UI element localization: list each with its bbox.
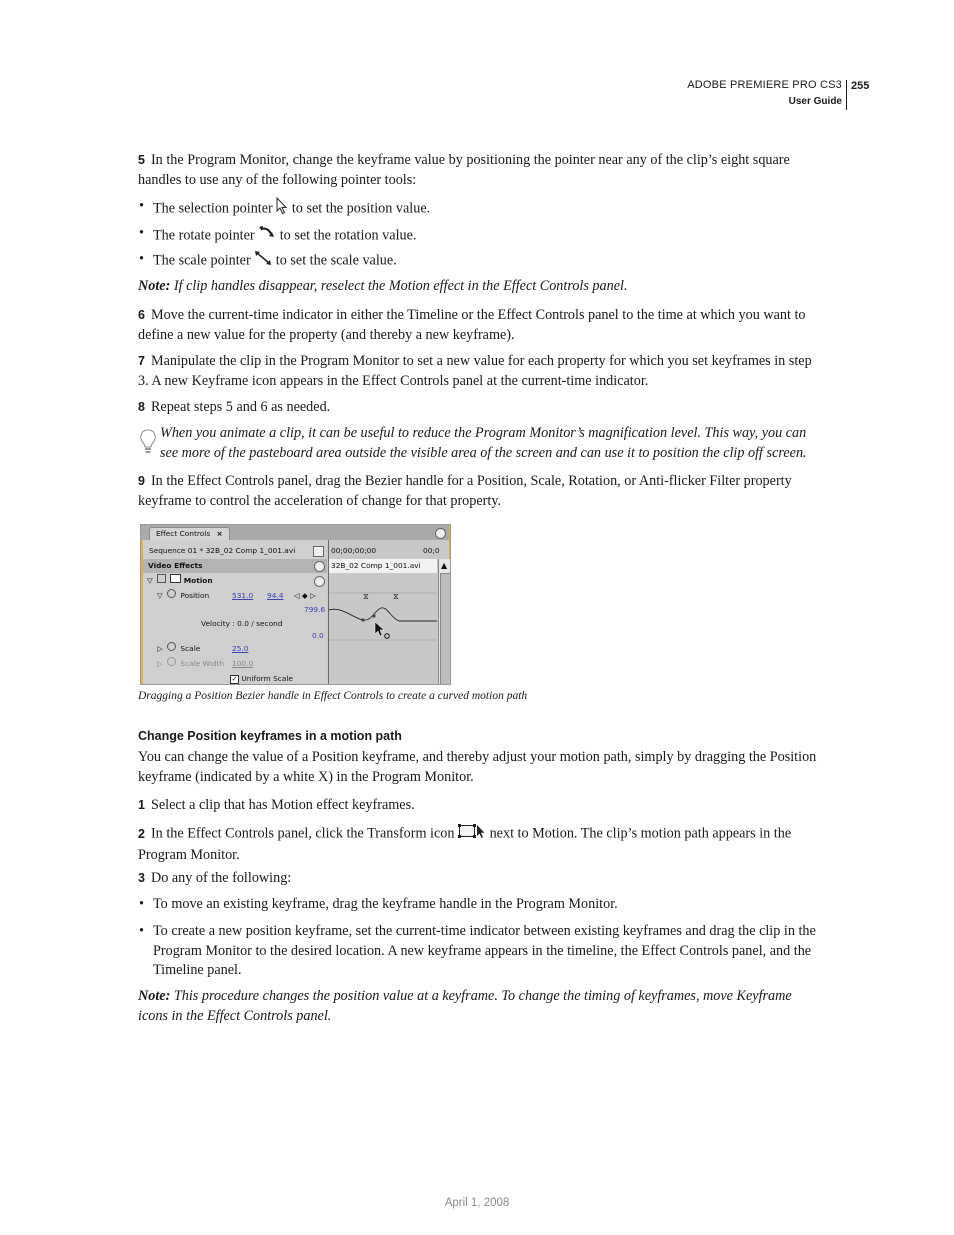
selection-pointer-icon bbox=[375, 622, 384, 636]
tab-effect-controls[interactable]: Effect Controls × bbox=[149, 527, 230, 540]
stopwatch-icon[interactable] bbox=[167, 589, 176, 598]
velocity-label: Velocity : 0.0 / second bbox=[201, 619, 283, 628]
tip-text: When you animate a clip, it can be useful to reduce the Program Monitor’s magnification level. This way, you can see more of the pasteboard area outside the visible area of the screen and can use it to position the clip off screen. bbox=[160, 425, 807, 461]
section-bullet-1: • To move an existing keyframe, drag the keyframe handle in the Program Monitor. bbox=[139, 896, 618, 912]
expand-triangle-icon[interactable]: ▽ bbox=[157, 591, 163, 600]
uniform-scale-checkbox[interactable]: ✓ bbox=[231, 675, 238, 683]
close-icon[interactable]: × bbox=[216, 529, 223, 538]
timecode: 00;00;00;00 bbox=[331, 546, 377, 555]
section-step-1: 1 Select a clip that has Motion effect keyframes. bbox=[138, 797, 415, 813]
scroll-thumb[interactable] bbox=[440, 573, 451, 685]
footer-date: April 1, 2008 bbox=[444, 1197, 510, 1209]
panel-menu-icon[interactable] bbox=[435, 528, 446, 539]
collapse-triangle-icon[interactable]: ▷ bbox=[157, 644, 163, 653]
bullet-selection-pointer: • The selection pointer to set the position value. bbox=[138, 197, 818, 222]
graph-top-value: 799.6 bbox=[304, 605, 326, 614]
section-step-3: 3 Do any of the following: bbox=[138, 870, 292, 886]
position-x-value[interactable]: 531.0 bbox=[232, 591, 254, 600]
section-step-2: 2 In the Effect Controls panel, click the Transform icon next to Motion. The clip’s motion path appears in the Program Monitor. bbox=[138, 823, 818, 865]
sequence-label: Sequence 01 * 32B_02 Comp 1_001.avi bbox=[149, 546, 296, 555]
step-number: 5 bbox=[138, 153, 145, 167]
svg-text:⧖: ⧖ bbox=[363, 592, 369, 601]
scale-row[interactable]: ▷ Scale bbox=[157, 644, 201, 653]
running-header-product: ADOBE PREMIERE PRO CS3 bbox=[687, 79, 842, 91]
fx-toggle-icon[interactable] bbox=[157, 574, 166, 583]
section-intro: You can change the value of a Position keyframe, and thereby adjust your motion path, simply by dragging the Position keyframe (indicated by a white X) in the Program Monitor. bbox=[138, 749, 817, 785]
note-procedure: Note: This procedure changes the position value at a keyframe. To change the timing of keyframes, move Keyframe icons in the Effect Controls panel. bbox=[138, 988, 792, 1024]
keyframe-navigator[interactable]: ◁ ◆ ▷ bbox=[294, 591, 316, 600]
reset-icon[interactable] bbox=[314, 561, 325, 572]
panel-tab-bar bbox=[141, 525, 450, 540]
section-bullet-2: • To create a new position keyframe, set the current-time indicator between existing keyframes and drag the clip in the Program Monitor to the desired location. A new keyframe appears in the timeline, the Effect Controls panel, and the Timeline panel. bbox=[139, 923, 816, 978]
uniform-scale-row[interactable]: ✓ Uniform Scale bbox=[231, 674, 293, 683]
transform-icon bbox=[458, 823, 486, 846]
expand-triangle-icon[interactable]: ▽ bbox=[147, 576, 153, 585]
clip-name: 32B_02 Comp 1_001.avi bbox=[331, 561, 421, 570]
header-divider bbox=[846, 80, 847, 110]
motion-reset-icon[interactable] bbox=[314, 576, 325, 587]
timecode-short: 00;0 bbox=[423, 546, 440, 555]
stopwatch-icon[interactable] bbox=[167, 642, 176, 651]
step-5 bbox=[138, 151, 818, 190]
note-clip-handles: Note: If clip handles disappear, reselect the Motion effect in the Effect Controls panel. bbox=[138, 278, 628, 294]
step-7: 7 Manipulate the clip in the Program Monitor to set a new value for each property for which you set keyframes in step 3. A new Keyframe icon appears in the Effect Controls panel at the current-time indicator. bbox=[138, 353, 812, 389]
figure-caption: Dragging a Position Bezier handle in Effect Controls to create a curved motion path bbox=[138, 690, 528, 702]
velocity-graph[interactable] bbox=[329, 588, 437, 648]
page-number: 255 bbox=[851, 80, 870, 92]
transform-icon[interactable] bbox=[170, 574, 181, 583]
section-heading: Change Position keyframes in a motion path bbox=[138, 729, 402, 743]
scale-width-row: ▷ Scale Width bbox=[157, 659, 225, 668]
show-timeline-icon[interactable] bbox=[313, 546, 324, 557]
effect-controls-screenshot bbox=[140, 524, 451, 685]
lightbulb-icon bbox=[138, 428, 158, 461]
rotate-pointer-icon bbox=[258, 224, 276, 249]
scale-pointer-icon bbox=[254, 250, 272, 273]
scale-value[interactable]: 25.0 bbox=[232, 644, 249, 653]
running-header-guide: User Guide bbox=[788, 96, 842, 107]
step-text: In the Program Monitor, change the keyframe value by positioning the pointer near any of the clip’s eight square handles to use any of the following pointer tools: bbox=[138, 152, 790, 188]
step-8: 8 Repeat steps 5 and 6 as needed. bbox=[138, 399, 331, 415]
position-y-value[interactable]: 94.4 bbox=[267, 591, 284, 600]
scale-width-value: 100.0 bbox=[232, 659, 254, 668]
video-effects-label: Video Effects bbox=[148, 561, 203, 570]
step-6: 6 Move the current-time indicator in either the Timeline or the Effect Controls panel to the time at which you want to define a new value for the property (and thereby a new keyframe). bbox=[138, 307, 806, 343]
graph-bottom-value: 0.0 bbox=[312, 631, 324, 640]
bullet-rotate-pointer: • The rotate pointer to set the rotation value. bbox=[138, 224, 818, 249]
scroll-up-icon[interactable]: ▲ bbox=[441, 561, 448, 570]
step-9: 9 In the Effect Controls panel, drag the Bezier handle for a Position, Scale, Rotation, or Anti-flicker Filter property keyframe to control the acceleration of change for that property. bbox=[138, 473, 792, 509]
svg-text:⧖: ⧖ bbox=[393, 592, 399, 601]
bullet-scale-pointer: • The scale pointer to set the scale value. bbox=[138, 250, 818, 273]
position-row[interactable]: ▽ Position bbox=[157, 591, 210, 600]
selection-pointer-icon bbox=[276, 197, 288, 222]
motion-row[interactable]: ▽ Motion bbox=[147, 576, 213, 585]
stopwatch-icon bbox=[167, 657, 176, 666]
